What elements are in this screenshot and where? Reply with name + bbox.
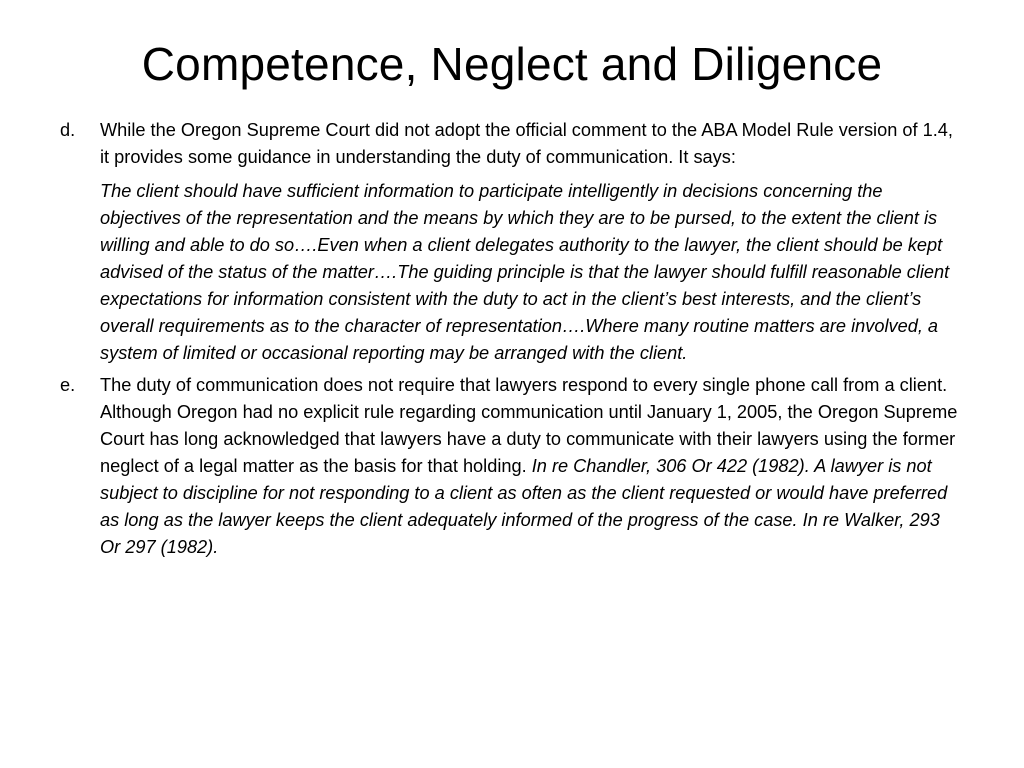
item-d-paragraph: While the Oregon Supreme Court did not adopt the official comment to the ABA Model Rule version of 1.4, it provides some guidance in understanding the duty of communication. It says: (100, 120, 953, 167)
list-marker: e. (60, 375, 76, 395)
item-e-paragraph (100, 372, 960, 561)
item-e-text: The duty of communication does not require that lawyers respond to every single phone call from a client. Although Oregon had no explicit rule regarding communication until January 1, 2005, the Oregon Supreme Court has long acknowledged that lawyers have a duty to communicate with their lawyers using the former neglect of a legal matter as the basis for that holding. (100, 375, 958, 476)
list-item-body (100, 117, 960, 367)
item-d-quote: The client should have sufficient information to participate intelligently in decisions concerning the objectives of the representation and the means by which they are to be pursed, to the extent the client is willing and able to do so….Even when a client delegates authority to the lawyer, the client should be kept advised of the status of the matter….The guiding principle is that the lawyer should fulfill reasonable client expectations for information consistent with the duty to act in the client’s best interests, and the client’s overall requirements as to the character of representation….Where many routine matters are involved, a system of limited or occasional reporting may be arranged with the client. (100, 181, 950, 363)
slide-title: Competence, Neglect and Diligence (141, 38, 883, 90)
slide-content (60, 117, 960, 561)
list-item-d (60, 117, 960, 367)
list-marker: d. (60, 120, 76, 140)
list-item-body (100, 372, 960, 561)
item-e-citation: In re Chandler, 306 Or 422 (1982). A lawyer is not subject to discipline for not responding to a client as often as the client requested or would have preferred as long as the lawyer keeps the client adequately informed of the progress of the case. In re Walker, 293 Or 297 (1982). (100, 456, 948, 557)
list-item-e (60, 372, 960, 561)
